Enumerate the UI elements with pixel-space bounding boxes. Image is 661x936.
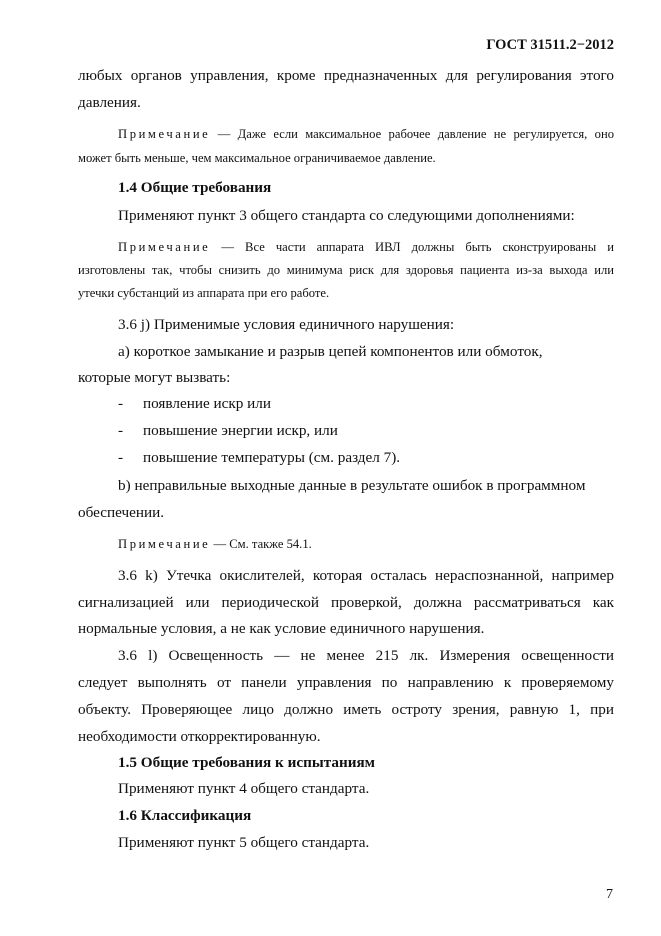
bullet-text: появление искр или [143,395,271,412]
bullet-text: повышение энергии искр, или [143,422,338,439]
list-item-a: a) короткое замыкание и разрыв цепей компонентов или обмоток, [118,343,543,360]
paragraph-line: любых органов управления, кроме предназначенных для регулирования этого [78,67,614,84]
bullet-dash: - [118,449,124,466]
section-heading: 1.4 Общие требования [118,179,272,196]
paragraph-line: обеспечении. [78,504,165,521]
page-number: 7 [606,887,613,902]
bullet-dash: - [118,422,124,439]
note-label: Примечание [118,240,211,254]
note-line: утечки субстанций из аппарата при его работе. [78,286,330,300]
note-text: — Все части аппарата ИВЛ должны быть сконструированы и [210,240,614,254]
note-line [118,125,614,144]
paragraph-line: 3.6 j) Применимые условия единичного нарушения: [118,316,455,333]
paragraph-line: сигнализацией или периодической проверкой, должна рассматриваться как [78,594,614,611]
paragraph-line: объекту. Проверяющее лицо должно иметь остроту зрения, равную 1, при [78,701,614,718]
paragraph-line: Применяют пункт 5 общего стандарта. [118,834,370,851]
paragraph-line: 3.6 k) Утечка окислителей, которая осталась нераспознанной, например [118,567,614,584]
paragraph-line: необходимости откорректированную. [78,728,321,745]
paragraph-line: Применяют пункт 3 общего стандарта со следующими дополнениями: [118,207,575,224]
paragraph-line: давления. [78,94,141,111]
bullet-text: повышение температуры (см. раздел 7). [143,449,401,466]
paragraph-line: которые могут вызвать: [78,369,231,386]
note-line: может быть меньше, чем максимальное ограничиваемое давление. [78,151,436,165]
section-heading: 1.5 Общие требования к испытаниям [118,754,376,771]
bullet-dash: - [118,395,124,412]
note-label: Примечание [118,537,211,551]
note-line [118,535,614,554]
note-line [118,238,614,257]
document-header: ГОСТ 31511.2−2012 [486,37,614,53]
paragraph-line: нормальные условия, а не как условие единичного нарушения. [78,620,485,637]
note-label: Примечание [118,127,211,141]
paragraph-line: Применяют пункт 4 общего стандарта. [118,780,370,797]
note-line: изготовлены так, чтобы снизить до минимума риск для здоровья пациента из-за выхода или [78,263,614,277]
section-heading: 1.6 Классификация [118,807,252,824]
note-text: — См. также 54.1. [210,537,312,551]
paragraph-line: 3.6 l) Освещенность — не менее 215 лк. Измерения освещенности [118,647,614,664]
paragraph-line: следует выполнять от панели управления по направлению к проверяемому [78,674,614,691]
note-text: — Даже если максимальное рабочее давление не регулируется, оно [210,127,614,141]
list-item-b: b) неправильные выходные данные в результате ошибок в программном [118,477,586,494]
